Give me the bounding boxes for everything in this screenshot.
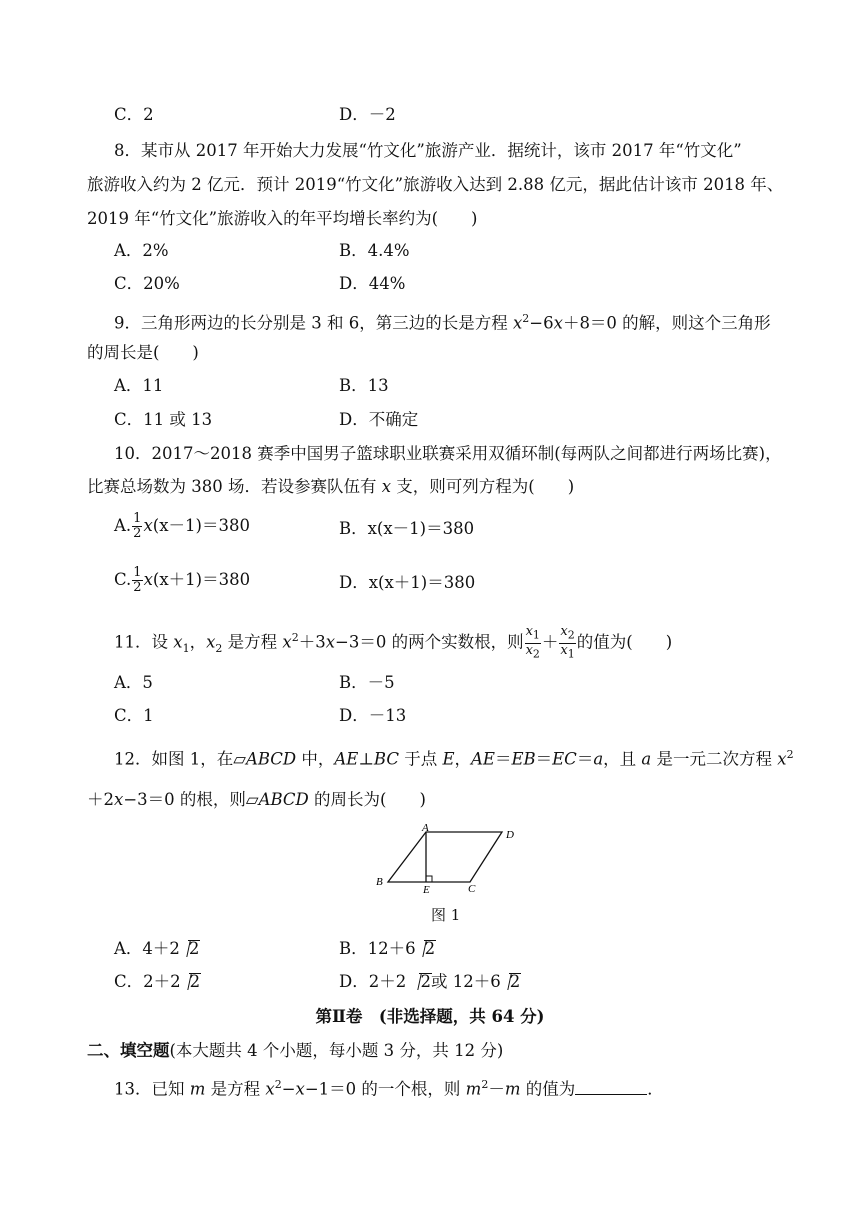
q11-option-d: D．－13 — [339, 706, 407, 725]
right-angle-mark — [426, 876, 432, 882]
sqrt-symbol: 2 — [411, 971, 431, 993]
q9-option-b: B．13 — [339, 376, 389, 395]
sqrt-symbol: 2 — [501, 971, 521, 993]
q8-option-a: A．2% — [114, 241, 169, 260]
fraction-one-half: $\frac{1}{2}$ — [133, 565, 142, 595]
q10-text-line1: 10．2017～2018 赛季中国男子篮球职业联赛采用双循环制(每两队之间都进行两场比赛)， — [114, 444, 782, 463]
sqrt-symbol: 2 — [180, 938, 200, 960]
q8-text-line1: 8．某市从 2017 年开始大力发展“竹文化”旅游产业．据统计，该市 2017 年“竹文化” — [114, 141, 742, 160]
section-two-heading: 二、填空题(本大题共 4 个小题，每小题 3 分，共 12 分) — [87, 1041, 504, 1060]
q12-option-d: D．2＋2 2或 12＋6 2 — [339, 972, 521, 991]
q8-text-line3: 2019 年“竹文化”旅游收入的年平均增长率约为( ) — [87, 209, 478, 228]
point-label-d: D — [506, 829, 514, 841]
figure-caption: 图 1 — [431, 906, 461, 924]
q7-option-c: C．2 — [114, 105, 154, 124]
sqrt-symbol: 2 — [181, 971, 201, 993]
q10-option-b: B．x(x－1)＝380 — [339, 519, 475, 538]
q11-option-a: A．5 — [114, 673, 153, 692]
q9-option-d: D．不确定 — [339, 410, 419, 429]
q12-text-line1: 12．如图 1，在▱ABCD 中，AE⊥BC 于点 E，AE＝EB＝EC＝a，且 a 是一元二次方程 $x^2$ — [114, 748, 794, 769]
parallelogram-figure — [372, 822, 522, 894]
q9-option-c: C．11 或 13 — [114, 410, 213, 429]
q10-option-a: A. $\frac{1}{2}$ x(x－1)＝380 — [114, 511, 250, 541]
q12-text-line2: ＋2x−3＝0 的根，则▱ABCD 的周长为( ) — [87, 790, 426, 809]
q12-option-b: B．12＋6 2 — [339, 939, 436, 958]
fraction-x1-over-x2: $\frac{x_1}{x_2}$ — [525, 624, 540, 661]
q8-option-c: C．20% — [114, 274, 180, 293]
q10-option-d: D．x(x＋1)＝380 — [339, 573, 476, 592]
point-label-a: A — [422, 822, 429, 834]
q11-option-b: B．－5 — [339, 673, 395, 692]
fraction-one-half: $\frac{1}{2}$ — [133, 511, 142, 541]
sqrt-symbol: 2 — [416, 938, 436, 960]
q10-text-line2: 比赛总场数为 380 场．若设参赛队伍有 x 支，则可列方程为( ) — [87, 477, 575, 496]
q10-option-c: C. $\frac{1}{2}$ x(x＋1)＝380 — [114, 565, 251, 595]
q12-option-c: C．2＋2 2 — [114, 972, 201, 991]
q9-text-line1: 9．三角形两边的长分别是 3 和 6，第三边的长是方程 $x^2-6x+8=0$ 的解，则这个三角形 — [114, 312, 771, 333]
q8-text-line2: 旅游收入约为 2 亿元．预计 2019“竹文化”旅游收入达到 2.88 亿元，据此估计该市 2018 年、 — [87, 175, 784, 194]
q7-option-d: D．－2 — [339, 105, 396, 124]
q8-option-d: D．44% — [339, 274, 406, 293]
q11-text-line1: 11．设 $x_1$，$x_2$ 是方程 $x^2+3x-3=0$ 的两个实数根，则 $\frac{x_1}{x_2}$ ＋ $\frac{x_2}{x_1}$ 的值为( ) — [114, 624, 673, 661]
point-label-b: B — [376, 876, 383, 888]
q13-text: 13．已知 m 是方程 $x^2-x-1=0$ 的一个根，则 $m^2-m$ 的值为 ． — [114, 1078, 664, 1099]
point-label-c: C — [468, 883, 476, 894]
point-label-e: E — [423, 884, 430, 894]
q11-option-c: C．1 — [114, 706, 154, 725]
parallelogram-abcd — [388, 832, 502, 882]
q12-option-a: A．4＋2 2 — [114, 939, 200, 958]
fraction-x2-over-x1: $\frac{x_2}{x_1}$ — [560, 624, 575, 661]
q9-option-a: A．11 — [114, 376, 164, 395]
q9-text-line2: 的周长是( ) — [87, 343, 199, 362]
q8-option-b: B．4.4% — [339, 241, 410, 260]
part-two-title: 第Ⅱ卷 (非选择题，共 64 分) — [315, 1007, 545, 1026]
answer-blank[interactable] — [575, 1078, 647, 1095]
